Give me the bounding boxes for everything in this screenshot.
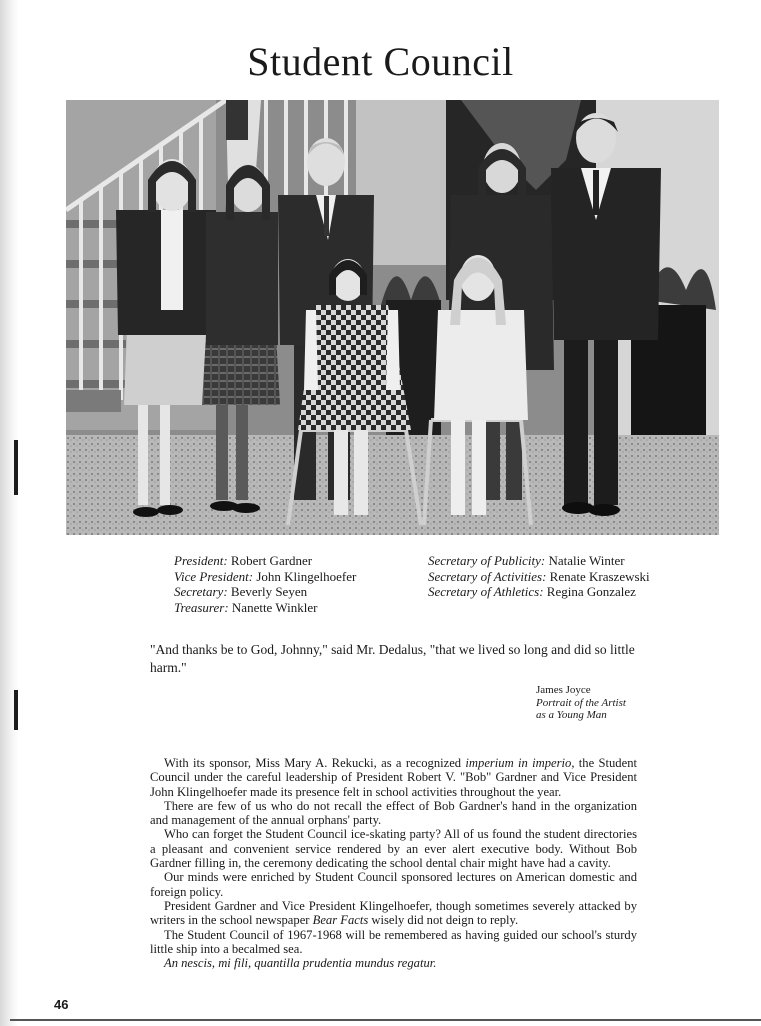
quote-author: James Joyce: [536, 684, 591, 696]
officer-role: Secretary of Publicity:: [428, 553, 546, 568]
officer-name: Beverly Seyen: [230, 584, 308, 599]
officers-list-left: [174, 553, 356, 615]
officer-entry: [174, 584, 356, 600]
quote-work: Portrait of the Artist: [536, 696, 626, 709]
paragraph: [150, 899, 637, 928]
officer-entry: [428, 584, 650, 600]
text-run-italic: imperium in imperio,: [465, 756, 575, 770]
paragraph: There are few of us who do not recall the effect of Bob Gardner's hand in the organization and management of the annual orphans' party.: [150, 798, 637, 828]
officer-role: Secretary of Athletics:: [428, 584, 544, 599]
paragraph: Who can forget the Student Council ice-skating party? All of us found the student directories a pleasant and convenient service rendered by an ever alert executive body. Without Bob Gardner filling in, the ceremony dedicating the school dental chair might have had a cavity.: [150, 827, 637, 871]
bottom-rule: [10, 1019, 761, 1021]
binding-mark: [14, 440, 18, 495]
officers-list-right: [428, 553, 650, 600]
article-body: [150, 756, 637, 970]
paragraph: Our minds were enriched by Student Council sponsored lectures on American domestic and foreign policy.: [150, 870, 637, 899]
officer-name: Nanette Winkler: [231, 599, 318, 615]
officer-role: Secretary of Activities:: [428, 568, 547, 584]
paragraph: The Student Council of 1967-1968 will be remembered as having guided our school's sturdy little ship into a becalmed sea.: [150, 927, 637, 956]
latin-closing-line: An nescis, mi fili, quantilla prudentia mundus regatur.: [164, 956, 437, 971]
officer-name: Renate Kraszewski: [549, 568, 650, 584]
page-binding-edge: [0, 0, 18, 1026]
text-run: President Gardner and Vice President Klingelhoefer, though sometimes severely attacked by writers in the school newspaper: [150, 898, 637, 928]
epigraph-quote: "And thanks be to God, Johnny," said Mr. Dedalus, "that we lived so long and did so little harm.": [150, 642, 635, 675]
text-run: the Student Council under the careful leadership of President Robert V. "Bob" Gardner and Vice President John Klingelhoefer made its presence felt in school activities throughout the year.: [150, 756, 637, 799]
paragraph: [150, 956, 637, 970]
officer-role: Treasurer:: [174, 599, 229, 615]
officer-entry: [428, 569, 650, 585]
text-run-italic: Bear Facts: [312, 913, 369, 928]
officer-name: Natalie Winter: [548, 553, 625, 568]
officer-entry: [174, 553, 356, 569]
officer-entry: [174, 569, 356, 585]
text-run: wisely did not deign to reply.: [368, 913, 519, 928]
officer-name: Robert Gardner: [230, 553, 313, 568]
officer-entry: [174, 600, 356, 616]
paragraph: [150, 756, 637, 799]
officer-role: President:: [174, 553, 228, 568]
page-title: Student Council: [247, 39, 514, 84]
binding-mark: [14, 690, 18, 730]
officer-name: Regina Gonzalez: [546, 584, 636, 599]
quote-attribution: [536, 684, 626, 722]
text-run: With its sponsor, Miss Mary A. Rekucki, as a recognized: [164, 756, 466, 770]
officer-entry: [428, 553, 650, 569]
officer-role: Vice President:: [174, 568, 254, 584]
officer-name: John Klingelhoefer: [256, 568, 357, 584]
page-number: 46: [54, 997, 69, 1012]
quote-work: as a Young Man: [536, 709, 607, 721]
group-photo: [66, 100, 719, 535]
officer-role: Secretary:: [174, 584, 228, 599]
